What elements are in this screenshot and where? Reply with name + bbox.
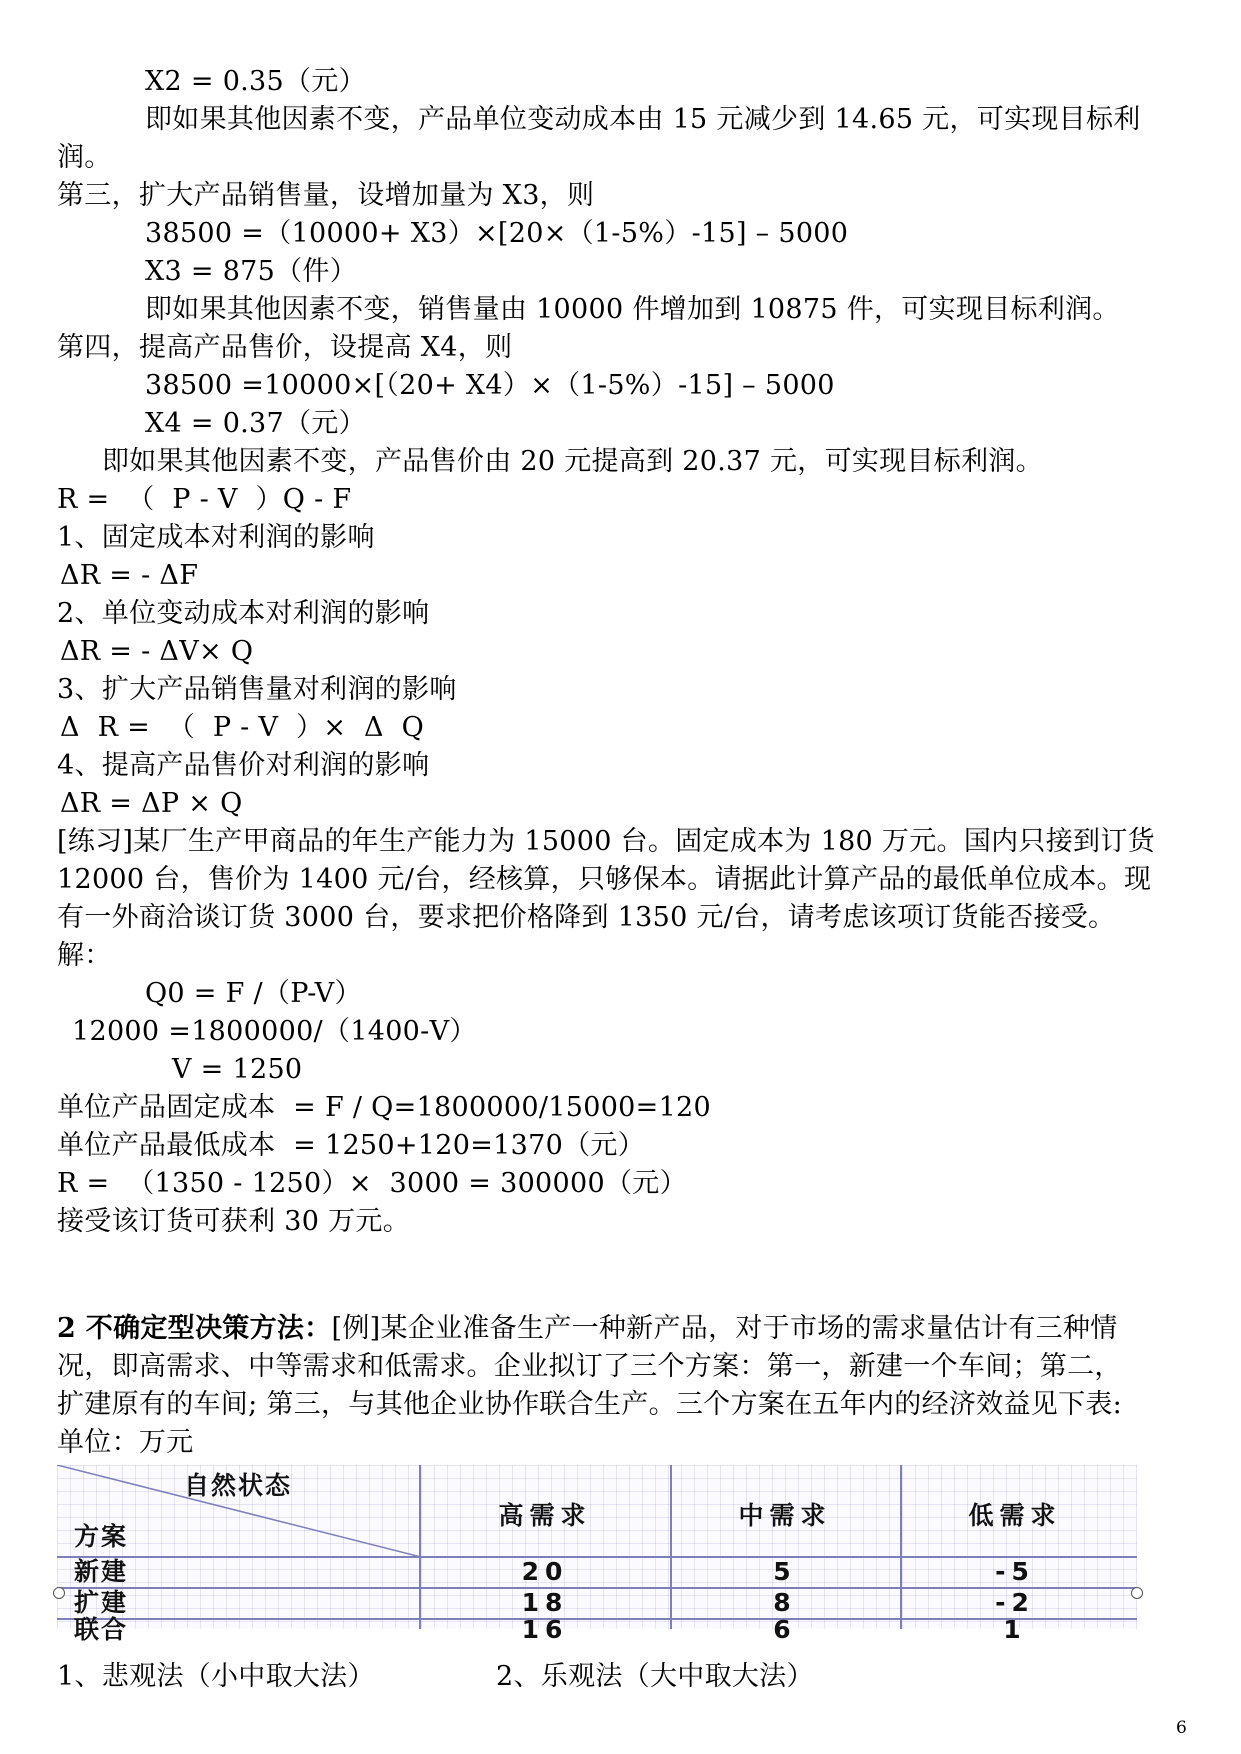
text-line: 3、扩大产品销售量对利润的影响 <box>57 674 457 705</box>
corner-header-state: 自然状态 <box>184 1471 293 1500</box>
equation: X3 = 875（件） <box>145 256 358 287</box>
table-resize-handle[interactable] <box>53 1587 65 1599</box>
column-header: 中需求 <box>738 1501 832 1530</box>
section-paragraph-first-line <box>57 1311 1118 1347</box>
column-header: 低需求 <box>968 1501 1062 1530</box>
equation: ΔR = - ΔV× Q <box>60 636 254 667</box>
row-label: 联合 <box>74 1615 129 1644</box>
table-cell: 16 <box>521 1615 569 1644</box>
table-cell: 20 <box>521 1557 569 1586</box>
text-line: 润。 <box>57 142 112 173</box>
equation: ΔR = ΔP × Q <box>60 788 243 819</box>
text-line: [练习]某厂生产甲商品的年生产能力为 15000 台。固定成本为 180 万元。国内只接到订货 <box>57 826 1155 857</box>
section-title: 2 不确定型决策方法： <box>57 1313 332 1344</box>
equation: R = （1350 - 1250）× 3000 = 300000（元） <box>57 1168 687 1199</box>
table-cell: -2 <box>995 1588 1035 1617</box>
table-cell: 18 <box>521 1588 569 1617</box>
equation: 38500 =（10000+ X3）×[20×（1-5%）-15] – 5000 <box>145 218 849 249</box>
text-line: 即如果其他因素不变，产品单位变动成本由 15 元减少到 14.65 元，可实现目标利 <box>145 104 1141 135</box>
text-line: 第四，提高产品售价，设提高 X4，则 <box>57 332 513 363</box>
text-line: 解： <box>57 940 112 971</box>
equation: 单位产品最低成本 = 1250+120=1370（元） <box>57 1130 645 1161</box>
row-label: 新建 <box>74 1557 129 1586</box>
row-label: 扩建 <box>74 1588 129 1617</box>
equation: R = （ P - V ）Q - F <box>57 484 352 515</box>
unit-label: 单位：万元 <box>57 1427 194 1458</box>
column-header: 高需求 <box>498 1501 592 1530</box>
corner-header-plan: 方案 <box>74 1522 129 1551</box>
text-line: 4、提高产品售价对利润的影响 <box>57 750 430 781</box>
method-pessimistic: 1、悲观法（小中取大法） <box>57 1661 375 1692</box>
equation: X4 = 0.37（元） <box>145 408 366 439</box>
table-cell: 6 <box>773 1615 797 1644</box>
table-column-divider <box>419 1465 421 1629</box>
page-number: 6 <box>1176 1718 1187 1738</box>
text-line: 即如果其他因素不变，销售量由 10000 件增加到 10875 件，可实现目标利润。 <box>145 294 1120 325</box>
text-line: 扩建原有的车间; 第三，与其他企业协作联合生产。三个方案在五年内的经济效益见下表: <box>57 1389 1123 1420</box>
equation: ΔR = - ΔF <box>60 560 199 591</box>
equation: 12000 =1800000/（1400-V） <box>72 1016 477 1047</box>
section-text: [例]某企业准备生产一种新产品，对于市场的需求量估计有三种情 <box>331 1313 1118 1344</box>
text-line: 即如果其他因素不变，产品售价由 20 元提高到 20.37 元，可实现目标利润。 <box>102 446 1043 477</box>
table-cell: 1 <box>1003 1615 1027 1644</box>
text-line: 1、固定成本对利润的影响 <box>57 522 375 553</box>
equation: Δ R = （ P - V ）× Δ Q <box>60 712 425 743</box>
payoff-table <box>57 1465 1137 1644</box>
table-cell: -5 <box>995 1557 1035 1586</box>
text-line: 第三，扩大产品销售量，设增加量为 X3，则 <box>57 180 595 211</box>
table-cell: 8 <box>773 1588 797 1617</box>
equation: Q0 = F /（P-V） <box>145 978 362 1009</box>
equation: 单位产品固定成本 = F / Q=1800000/15000=120 <box>57 1092 712 1123</box>
text-line: 2、单位变动成本对利润的影响 <box>57 598 430 629</box>
equation: 38500 =10000×[（20+ X4）×（1-5%）-15] – 5000 <box>145 370 835 401</box>
text-line: X2 = 0.35（元） <box>145 66 366 97</box>
text-line: 12000 台，售价为 1400 元/台，经核算，只够保本。请据此计算产品的最低单位成本。现 <box>57 864 1152 895</box>
text-line: 接受该订货可获利 30 万元。 <box>57 1206 411 1237</box>
equation: V = 1250 <box>172 1054 303 1085</box>
text-line: 况，即高需求、中等需求和低需求。企业拟订了三个方案：第一，新建一个车间；第二， <box>57 1351 1122 1382</box>
table-resize-handle[interactable] <box>1131 1587 1143 1599</box>
table-cell: 5 <box>773 1557 797 1586</box>
text-line: 有一外商洽谈订货 3000 台，要求把价格降到 1350 元/台，请考虑该项订货能否接受。 <box>57 902 1116 933</box>
method-optimistic: 2、乐观法（大中取大法） <box>496 1661 814 1692</box>
